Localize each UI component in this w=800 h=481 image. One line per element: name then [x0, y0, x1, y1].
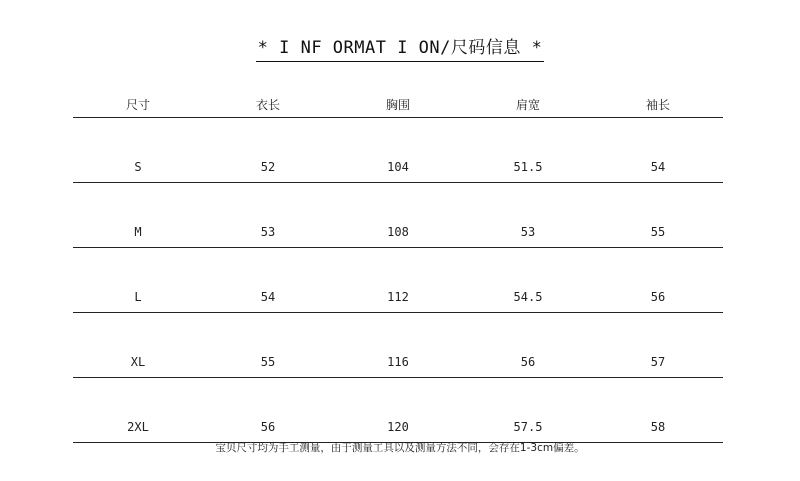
cell-sleeve: 56: [593, 248, 723, 313]
cell-size: 2XL: [73, 378, 203, 443]
cell-length: 56: [203, 378, 333, 443]
table-row: [73, 118, 723, 183]
column-header-sleeve: 袖长: [593, 92, 723, 118]
cell-size: S: [73, 118, 203, 183]
table-row: [73, 378, 723, 443]
table-row: [73, 248, 723, 313]
column-header-size: 尺寸: [73, 92, 203, 118]
cell-shoulder: 54.5: [463, 248, 593, 313]
cell-sleeve: 55: [593, 183, 723, 248]
cell-sleeve: 54: [593, 118, 723, 183]
cell-chest: 104: [333, 118, 463, 183]
column-header-shoulder: 肩宽: [463, 92, 593, 118]
cell-shoulder: 53: [463, 183, 593, 248]
cell-size: M: [73, 183, 203, 248]
cell-chest: 112: [333, 248, 463, 313]
cell-shoulder: 57.5: [463, 378, 593, 443]
cell-shoulder: 51.5: [463, 118, 593, 183]
cell-chest: 108: [333, 183, 463, 248]
cell-chest: 116: [333, 313, 463, 378]
cell-length: 54: [203, 248, 333, 313]
cell-sleeve: 58: [593, 378, 723, 443]
table-row: [73, 313, 723, 378]
table-row: [73, 183, 723, 248]
measurement-note: 宝贝尺寸均为手工测量，由于测量工具以及测量方法不同，会存在1-3cm偏差。: [215, 442, 585, 454]
size-chart-table: [73, 92, 723, 443]
table-header-row: [73, 92, 723, 118]
cell-size: L: [73, 248, 203, 313]
column-header-chest: 胸围: [333, 92, 463, 118]
cell-size: XL: [73, 313, 203, 378]
cell-length: 52: [203, 118, 333, 183]
cell-length: 53: [203, 183, 333, 248]
cell-length: 55: [203, 313, 333, 378]
cell-sleeve: 57: [593, 313, 723, 378]
cell-chest: 120: [333, 378, 463, 443]
cell-shoulder: 56: [463, 313, 593, 378]
column-header-length: 衣长: [203, 92, 333, 118]
page-title-text: * I NF ORMAT I ON/尺码信息 *: [256, 36, 545, 62]
page-title: [0, 36, 800, 62]
